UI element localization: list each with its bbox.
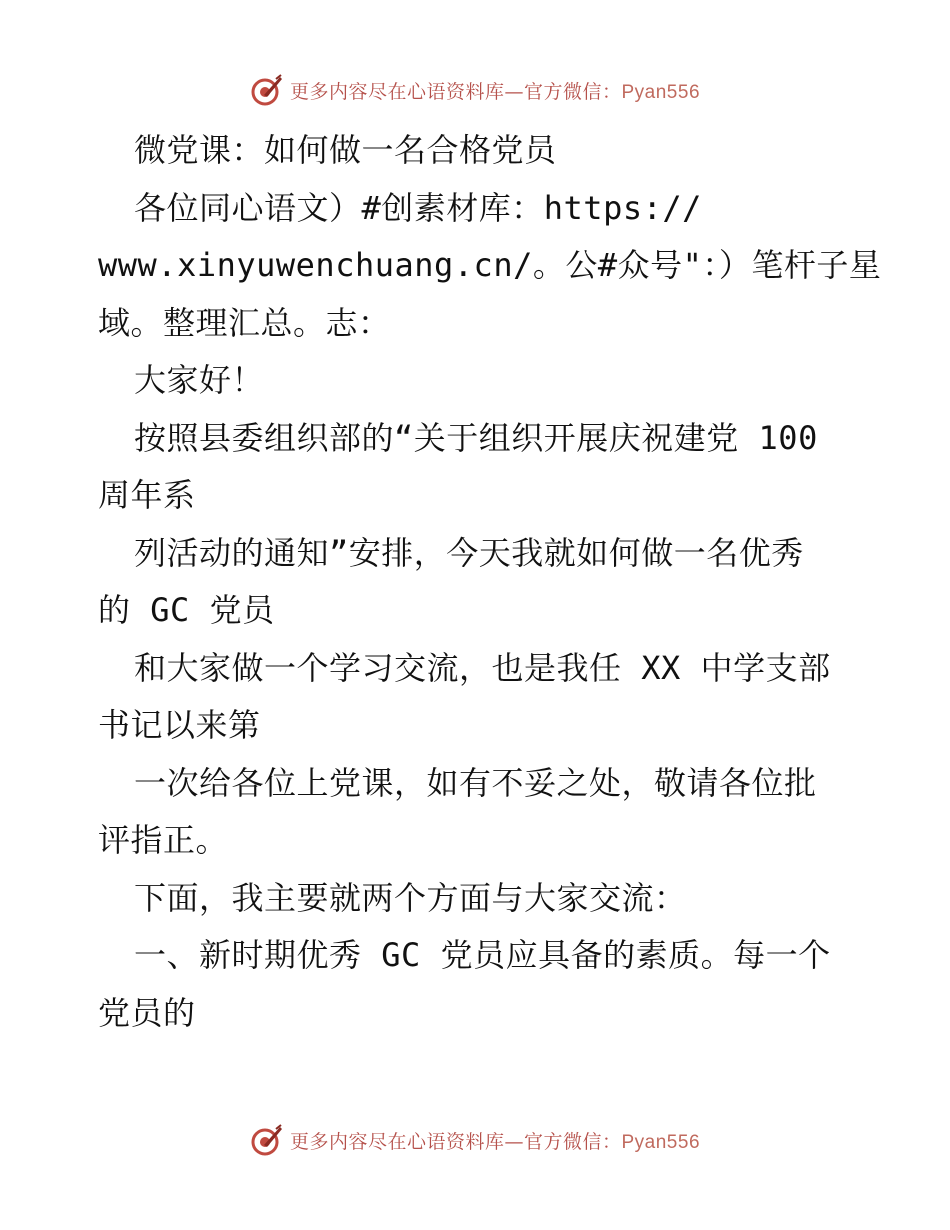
banner-wechat-id: Pyan556	[621, 1131, 701, 1153]
quill-logo-icon	[250, 73, 284, 107]
text-line: 的 GC 党员	[98, 591, 275, 629]
text-line: 评指正。	[98, 821, 229, 859]
banner-wechat-id: Pyan556	[621, 81, 701, 103]
banner-text-cn: 更多内容尽在心语资料库—官方微信：	[289, 80, 622, 103]
text-line: 书记以来第	[98, 706, 261, 744]
text-line: www.xinyuwenchuang.cn/。公#众号"：）笔杆子星	[98, 246, 882, 284]
banner-text	[290, 1127, 700, 1154]
text-line: 党员的	[98, 993, 196, 1032]
text-line: 大家好！	[134, 361, 265, 399]
text-line: 周年系	[98, 476, 196, 514]
text-line: 下面，我主要就两个方面与大家交流：	[134, 878, 687, 917]
document-body	[98, 122, 882, 1042]
text-line: 微党课：如何做一名合格党员	[134, 131, 557, 169]
text-line: 一、新时期优秀 GC 党员应具备的素质。每一个	[134, 936, 831, 974]
banner-text	[290, 77, 700, 104]
text-line: 域。整理汇总。志：	[98, 303, 391, 342]
footer-banner	[0, 1120, 950, 1160]
quill-logo-icon	[250, 1123, 284, 1157]
text-line: 列活动的通知”安排，今天我就如何做一名优秀	[134, 533, 804, 572]
text-line: 和大家做一个学习交流，也是我任 XX 中学支部	[134, 648, 831, 687]
header-banner	[0, 70, 950, 110]
text-line: 一次给各位上党课，如有不妥之处，敬请各位批	[134, 763, 817, 802]
text-line: 各位同心语文）#创素材库：https://	[134, 188, 702, 227]
text-line: 按照县委组织部的“关于组织开展庆祝建党 100	[134, 418, 818, 457]
banner-text-cn: 更多内容尽在心语资料库—官方微信：	[289, 1130, 622, 1153]
